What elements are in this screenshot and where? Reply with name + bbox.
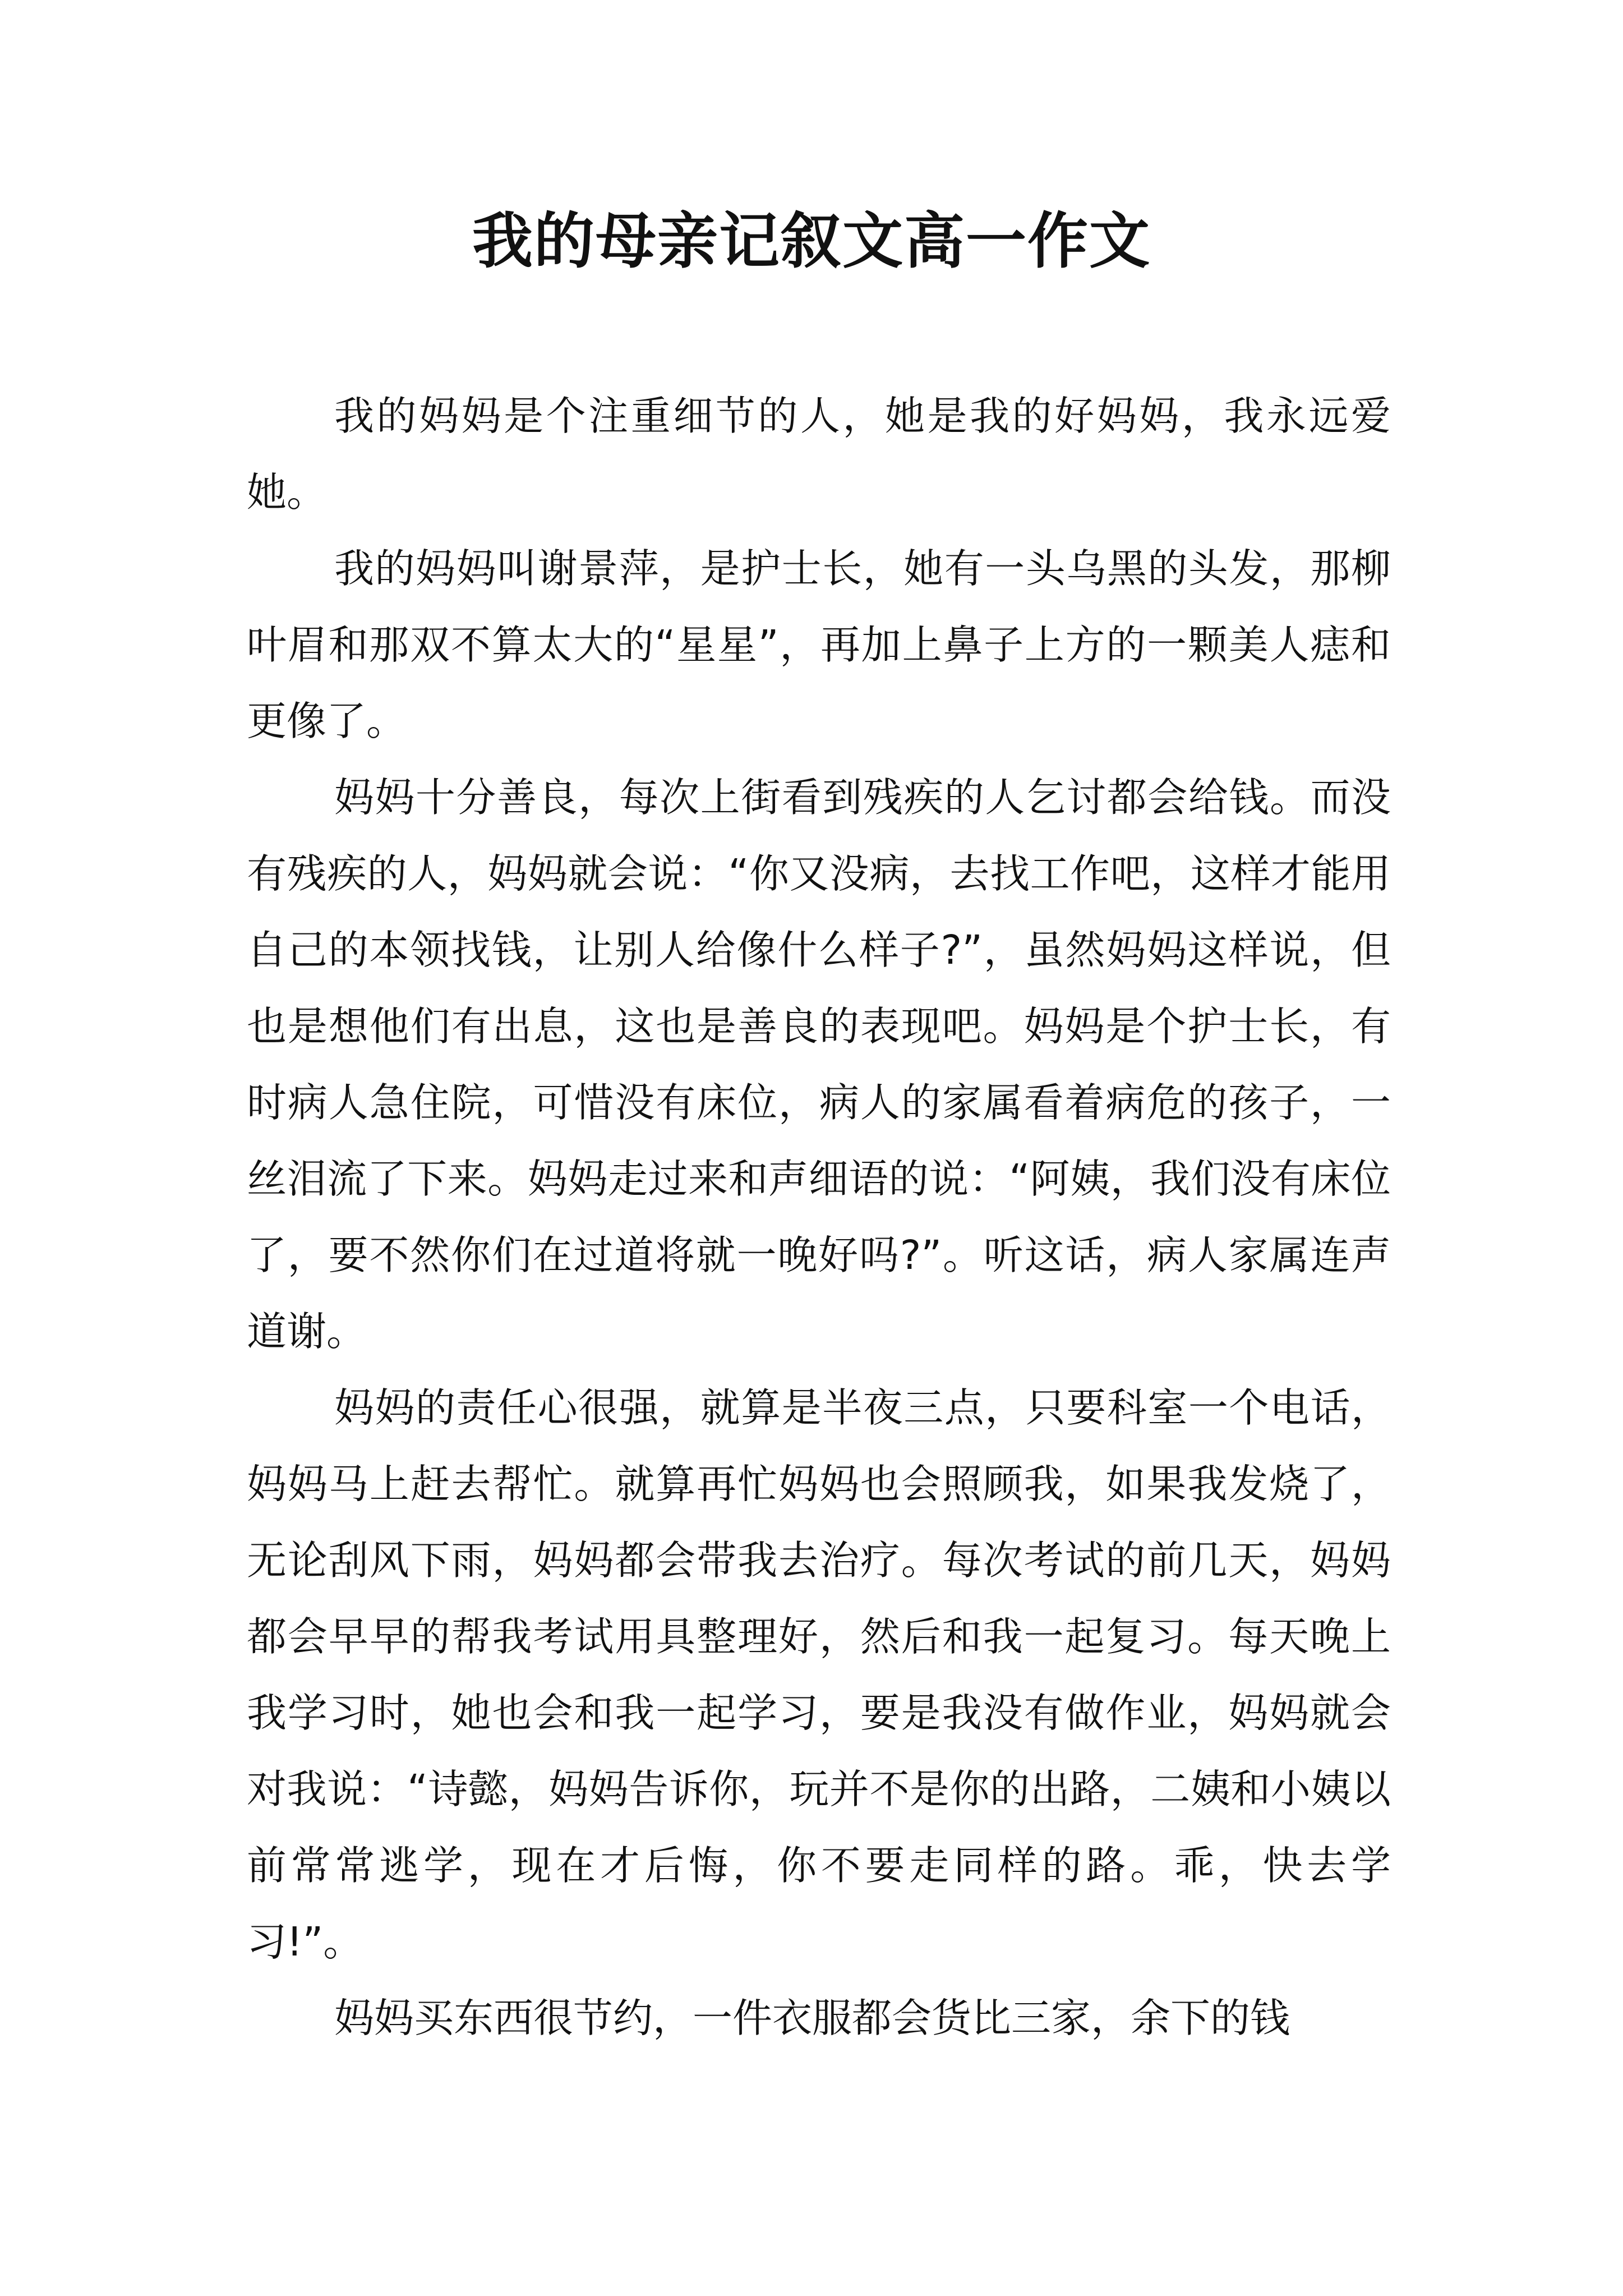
paragraph-2: 我的妈妈叫谢景萍，是护士长，她有一头乌黑的头发，那柳叶眉和那双不算太大的“星星”，再加上鼻子上方的一颗美人痣和更像了。 [247, 545, 1391, 744]
paragraph-3: 妈妈十分善良，每次上街看到残疾的人乞讨都会给钱。而没有残疾的人，妈妈就会说：“你又没病，去找工作吧，这样才能用自己的本领找钱，让别人给像什么样子?”，虽然妈妈这样说，但也是想他们有出息，这也是善良的表现吧。妈妈是个护士长，有时病人急住院，可惜没有床位，病人的家属看着病危的孩子，一丝泪流了下来。妈妈走过来和声细语的说：“阿姨，我们没有床位了，要不然你们在过道将就一晚好吗?”。听这话，病人家属连声道谢。 [247, 774, 1391, 1355]
paragraph-5: 妈妈买东西很节约，一件衣服都会货比三家，余下的钱 [334, 1995, 1290, 2041]
paragraph-4: 妈妈的责任心很强，就算是半夜三点，只要科室一个电话，妈妈马上赶去帮忙。就算再忙妈妈也会照顾我，如果我发烧了，无论刮风下雨，妈妈都会带我去治疗。每次考试的前几天，妈妈都会早早的帮我考试用具整理好，然后和我一起复习。每天晚上我学习时，她也会和我一起学习，要是我没有做作业，妈妈就会对我说：“诗懿，妈妈告诉你，玩并不是你的出路，二姨和小姨以前常常逃学，现在才后悔，你不要走同样的路。乖，快去学习!”。 [247, 1384, 1391, 1965]
document-title: 我的母亲记叙文高一作文 [472, 206, 1151, 277]
document-body [247, 378, 1391, 2056]
paragraph-1: 我的妈妈是个注重细节的人，她是我的好妈妈，我永远爱她。 [247, 393, 1391, 516]
